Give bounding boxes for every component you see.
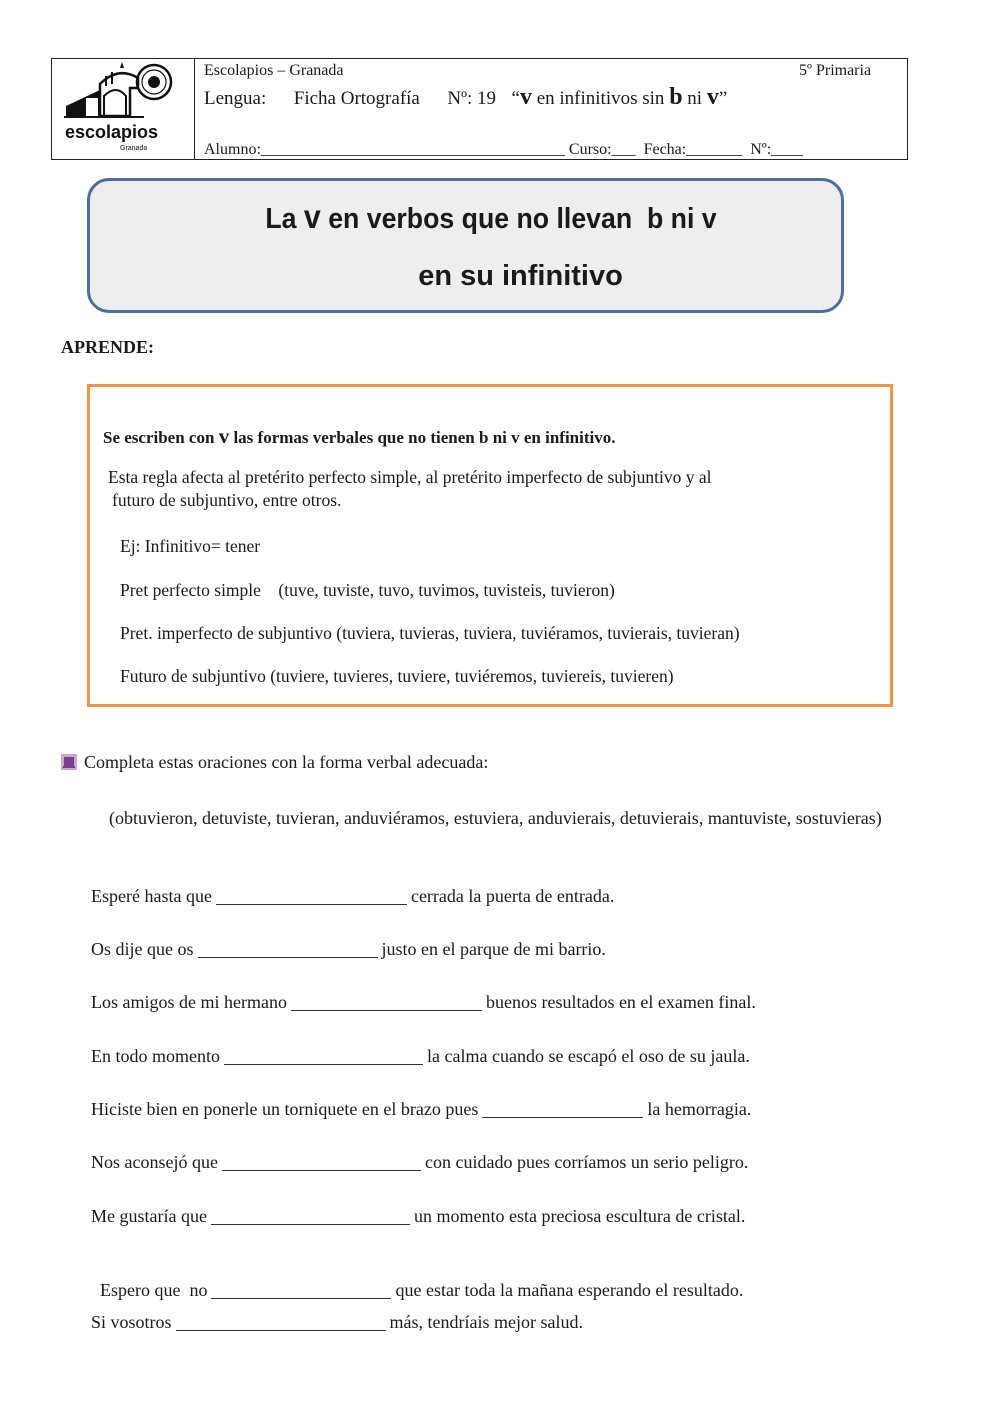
- aprende-heading: APRENDE:: [61, 337, 154, 357]
- page-title-line2: en su infinitivo: [418, 260, 623, 292]
- example-imperfecto-subjuntivo: Pret. imperfecto de subjuntivo (tuviera, tuvieras, tuviera, tuviéramos, tuvierais, tuvieran): [120, 623, 740, 643]
- sentence-5: Hiciste bien en ponerle un torniquete en el brazo pues la hemorragia.: [91, 1099, 752, 1119]
- sentence-3: Los amigos de mi hermano buenos resultados en el examen final.: [91, 992, 756, 1012]
- answer-blank-9[interactable]: [176, 1312, 386, 1331]
- answer-blank-7[interactable]: [211, 1206, 410, 1225]
- sheet-label: Ficha Ortografía: [293, 88, 420, 109]
- worksheet-heading: [204, 84, 727, 111]
- example-futuro-subjuntivo: Futuro de subjuntivo (tuviere, tuvieres, tuviere, tuviéremos, tuviereis, tuvieren): [120, 666, 674, 686]
- rule-statement: Se escriben con v las formas verbales que no tienen b ni v en infinitivo.: [103, 424, 616, 448]
- answer-blank-1[interactable]: [216, 886, 407, 905]
- topic-label: “v en infinitivos sin b ni v”: [511, 84, 728, 110]
- grade-label: 5º Primaria: [799, 62, 872, 79]
- answer-blank-4[interactable]: [224, 1046, 423, 1065]
- sentence-7: Me gustaría que un momento esta preciosa escultura de cristal.: [91, 1206, 746, 1226]
- example-infinitive: Ej: Infinitivo= tener: [120, 536, 261, 556]
- answer-blank-8[interactable]: [211, 1280, 391, 1299]
- page-title-line1: La v en verbos que no llevan b ni v: [265, 198, 717, 235]
- logo-text: escolapios: [65, 122, 159, 142]
- answer-blank-3[interactable]: [291, 992, 482, 1011]
- school-logo: [60, 62, 186, 154]
- date-field[interactable]: Fecha:_______: [643, 141, 743, 158]
- sentence-2: Os dije que os justo en el parque de mi barrio.: [91, 939, 606, 959]
- sheet-number: Nº: 19: [447, 88, 497, 109]
- verb-options: (obtuvieron, detuviste, tuvieran, anduviéramos, estuviera, anduvierais, detuvierais, mantuviste, sostuvieras): [109, 808, 882, 828]
- sentence-9: Si vosotros más, tendríais mejor salud.: [91, 1312, 583, 1332]
- exercise-bullet-icon: [61, 754, 77, 770]
- course-field[interactable]: Curso:___: [568, 141, 636, 158]
- number-field[interactable]: Nº:____: [750, 141, 804, 158]
- sentence-8: Espero que no que estar toda la mañana esperando el resultado.: [100, 1280, 744, 1300]
- logo-subtext: Granada: [120, 145, 148, 152]
- answer-blank-2[interactable]: [198, 939, 378, 958]
- student-field[interactable]: Alumno:______________________________________: [204, 141, 565, 158]
- sentence-4: En todo momento la calma cuando se escapó el oso de su jaula.: [91, 1046, 750, 1066]
- example-preterito-perfecto: Pret perfecto simple (tuve, tuviste, tuvo, tuvimos, tuvisteis, tuvieron): [120, 580, 615, 600]
- sentence-1: Esperé hasta que cerrada la puerta de entrada.: [91, 886, 615, 906]
- student-info-line: [204, 141, 803, 159]
- sentence-6: Nos aconsejó que con cuidado pues corríamos un serio peligro.: [91, 1152, 749, 1172]
- school-name: Escolapios – Granada: [204, 62, 344, 79]
- answer-blank-5[interactable]: [482, 1099, 643, 1118]
- rule-paragraph: Esta regla afecta al pretérito perfecto simple, al pretérito imperfecto de subjuntivo y al futuro de subjuntivo, entre otros.: [108, 467, 712, 510]
- exercise-instruction: Completa estas oraciones con la forma verbal adecuada:: [84, 752, 489, 772]
- answer-blank-6[interactable]: [222, 1152, 421, 1171]
- subject-label: Lengua:: [204, 88, 267, 109]
- header-divider: [194, 58, 195, 160]
